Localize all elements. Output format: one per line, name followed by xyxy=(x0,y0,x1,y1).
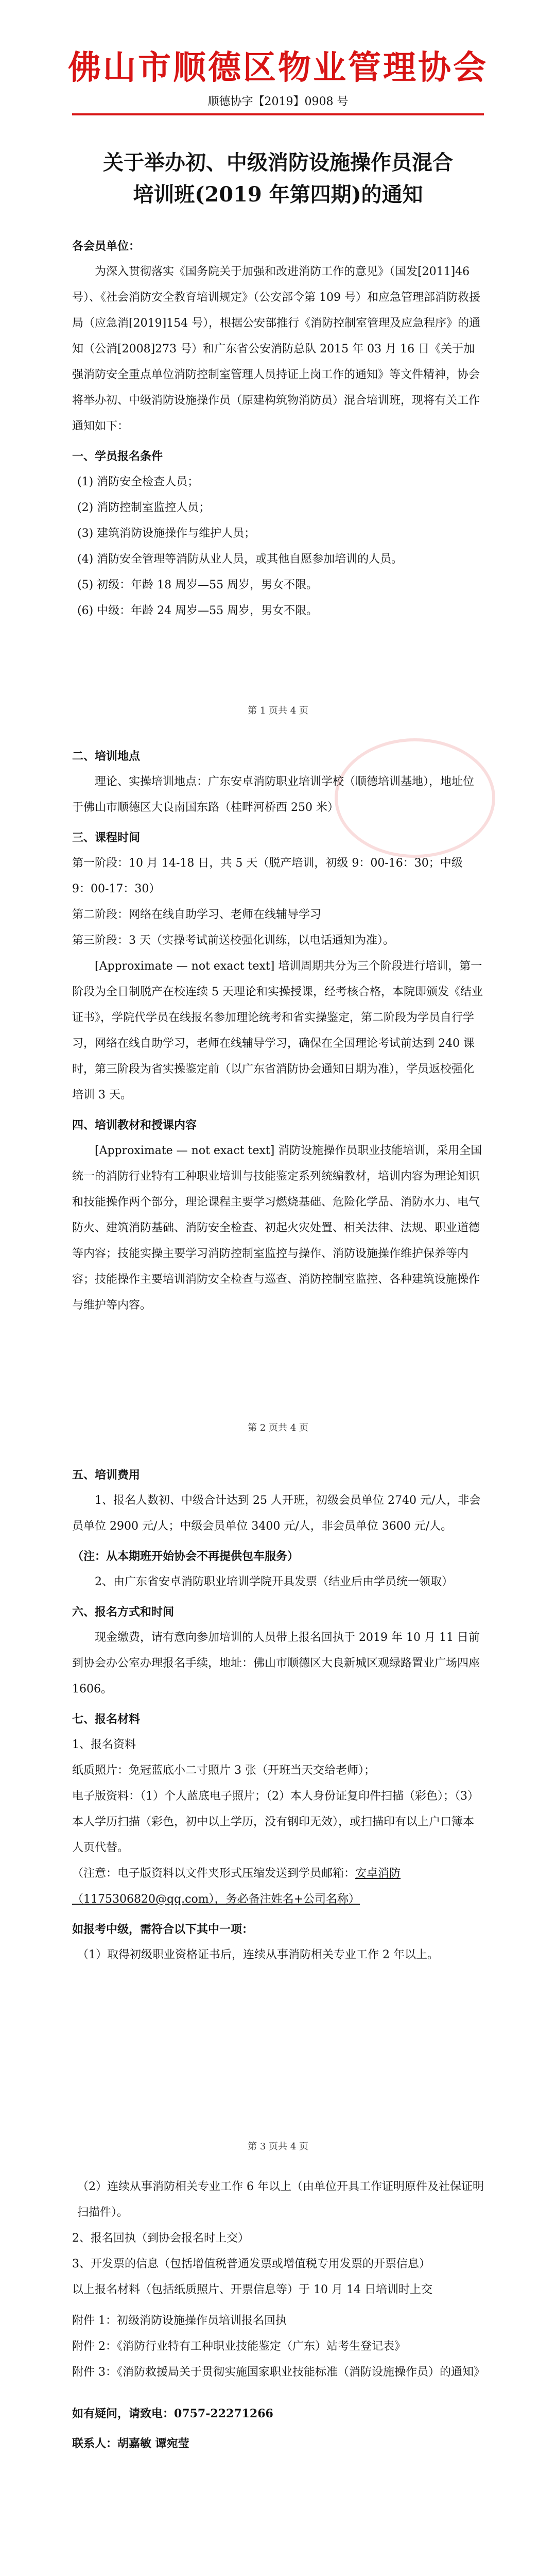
letterhead-org-title: 佛山市顺德区物业管理协会 xyxy=(68,48,488,87)
fee-note: （注：从本期班开始协会不再提供包车服务） xyxy=(72,1550,299,1563)
notice-title-line-1: 关于举办初、中级消防设施操作员混合 xyxy=(103,150,453,175)
stage-3: 第三阶段：3 天（实操考试前送校强化训练，以电话通知为准）。 xyxy=(72,934,394,947)
section-6-title: 六、报名方式和时间 xyxy=(72,1605,175,1619)
page-2-content xyxy=(72,739,484,1318)
attachment-3: 附件 3：《消防救援局关于贯彻实施国家职业技能标准（消防设施操作员）的通知》 xyxy=(72,2366,485,2379)
attachment-1: 附件 1：初级消防设施操作员培训报名回执 xyxy=(72,2314,287,2327)
requirement-item: (6) 中级：年龄 24 周岁—55 周岁，男女不限。 xyxy=(77,604,318,617)
fee-item-1: 1、报名人数初、中级合计达到 25 人开班，初级会员单位 2740 元/人，非会员单位 2900 元/人；中级会员单位 3400 元/人，非会员单位 3600 元/人。 xyxy=(72,1494,481,1533)
email-note xyxy=(72,1861,484,1912)
stage-2: 第二阶段：网络在线自助学习、老师在线辅导学习 xyxy=(72,908,322,921)
requirement-item: (3) 建筑消防设施操作与维护人员； xyxy=(77,527,256,540)
section-2-title: 二、培训地点 xyxy=(72,750,141,763)
electronic-materials: 电子版资料：（1）个人蓝底电子照片；（2）本人身份证复印件扫描（彩色）；（3）本人学历扫描（彩色，初中以上学历，没有钢印无效），或扫描印有以上户口簿本人页代替。 xyxy=(72,1790,479,1854)
email-link[interactable]: 安卓消防（1175306820@qq.com） xyxy=(72,1867,401,1906)
stage-1: 第一阶段：10 月 14-18 日，共 5 天（脱产培训，初级 9：00-16：30；中级 9：00-17：30） xyxy=(72,857,463,895)
fee-item-2: 2、由广东省安卓消防职业培训学院开具发票（结业后由学员统一领取） xyxy=(95,1575,453,1588)
materials-item-1: 1、报名资料 xyxy=(72,1738,136,1751)
page-number-2: 第 2 页共 4 页 xyxy=(248,1422,308,1433)
requirement-item: (4) 消防安全管理等消防从业人员，或其他自愿参加培训的人员。 xyxy=(77,553,403,566)
document-number: 顺德协字【2019】0908 号 xyxy=(207,95,349,108)
page-1-content xyxy=(72,229,484,624)
training-location: 理论、实操培训地点：广东安卓消防职业培训学校（顺德培训基地），地址位于佛山市顺德区大良南国东路（桂畔河桥西 250 米） xyxy=(72,775,475,814)
course-content-paragraph: [Approximate — not exact text] 消防设施操作员职业技能培训，采用全国统一的消防行业特有工种职业培训与技能鉴定系列统编教材，培训内容为理论知识和技能操作两个部分，理论课程主要学习燃烧基础、危险化学品、消防水力、电气防火、建筑消防基础、消防安全检查、初起火灾处置、相关法律、法规、职业道德等内容；技能实操主要学习消防控制室监控与操作、消防设施操作维护保养等内容；技能操作主要培训消防安全检查与巡查、消防控制室监控、各种建筑设施操作与维护等内容。 xyxy=(72,1144,482,1312)
training-cycle-paragraph: [Approximate — not exact text] 培训周期共分为三个阶段进行培训，第一阶段为全日制脱产在校连续 5 天理论和实操授课，经考核合格，本院即颁发《结业证书》，学院代学员在线报名参加理论统考和省实操鉴定，第二阶段为学员自行学习，网络在线自助学习，老师在线辅导学习，确保在全国理论考试前达到 240 课时，第三阶段为省实操鉴定前（以广东省消防协会通知日期为准），学员返校强化培训 3 天。 xyxy=(72,960,483,1101)
page-3-content xyxy=(72,1458,484,1968)
red-divider-line xyxy=(72,113,484,115)
requirement-item: (5) 初级：年龄 18 周岁—55 周岁，男女不限。 xyxy=(77,579,318,591)
greeting: 各会员单位： xyxy=(72,240,141,253)
email-note-suffix: ，务必备注姓名+公司名称） xyxy=(214,1893,360,1906)
intermediate-requirement-1: （1）取得初级职业资格证书后，连续从事消防相关专业工作 2 年以上。 xyxy=(77,1948,439,1961)
intro-paragraph: 为深入贯彻落实《国务院关于加强和改进消防工作的意见》（国发[2011]46 号）、《社会消防安全教育培训规定》（公安部令第 109 号）和应急管理部消防救援局（应急消[2019]154 号），根据公安部推行《消防控制室管理及应急程序》的通知（公消[2008]273 号）和广东省公安消防总队 2015 年 03 月 16 日《关于加强消防安全重点单位消防控制室管理人员持证上岗工作的通知》等文件精神，协会将举办初、中级消防设施操作员（原建构筑物消防员）混合培训班，现将有关工作通知如下： xyxy=(72,265,481,433)
page-4-content xyxy=(72,2174,484,2456)
contact-phone: 如有疑问，请致电：0757-22271266 xyxy=(72,2407,273,2420)
paper-photo-requirement: 纸质照片：免冠蓝底小二寸照片 3 张（开班当天交给老师）； xyxy=(72,1764,375,1777)
section-4-title: 四、培训教材和授课内容 xyxy=(72,1118,197,1132)
notice-title xyxy=(82,147,474,211)
intermediate-requirement-2: （2）连续从事消防相关专业工作 6 年以上（由单位开具工作证明原件及社保证明扫描件）。 xyxy=(77,2180,484,2219)
attachment-2: 附件 2：《消防行业特有工种职业技能鉴定（广东）站考生登记表》 xyxy=(72,2340,406,2353)
document-page-4 xyxy=(0,2156,556,2576)
requirement-item: (2) 消防控制室监控人员； xyxy=(77,501,211,514)
contact-people: 联系人：胡嘉敏 谭宛莹 xyxy=(72,2437,189,2450)
email-note-prefix: （注意：电子版资料以文件夹形式压缩发送到学员邮箱： xyxy=(72,1867,356,1880)
section-1-title: 一、学员报名条件 xyxy=(72,450,163,463)
section-3-title: 三、课程时间 xyxy=(72,831,141,844)
section-7-title: 七、报名材料 xyxy=(72,1713,141,1726)
document-page-3 xyxy=(0,1437,556,2156)
materials-deadline: 以上报名材料（包括纸质照片、开票信息等）于 10 月 14 日培训时上交 xyxy=(72,2283,432,2296)
page-number-1: 第 1 页共 4 页 xyxy=(248,705,308,716)
document-page-2 xyxy=(0,719,556,1437)
materials-item-3: 3、开发票的信息（包括增值税普通发票或增值税专用发票的开票信息） xyxy=(72,2258,430,2270)
requirement-item: (1) 消防安全检查人员； xyxy=(77,476,199,488)
notice-title-line-2: 培训班(2019 年第四期)的通知 xyxy=(133,182,423,207)
section-5-title: 五、培训费用 xyxy=(72,1468,141,1482)
intermediate-requirement-title: 如报考中级，需符合以下其中一项： xyxy=(72,1923,254,1936)
registration-method: 现金缴费，请有意向参加培训的人员带上报名回执于 2019 年 10 月 11 日前到协会办公室办理报名手续，地址：佛山市顺德区大良新城区观绿路置业广场四座 1606。 xyxy=(72,1631,480,1696)
page-number-3: 第 3 页共 4 页 xyxy=(248,2141,308,2152)
document-page-1 xyxy=(0,0,556,719)
materials-item-2: 2、报名回执（到协会报名时上交） xyxy=(72,2232,249,2245)
